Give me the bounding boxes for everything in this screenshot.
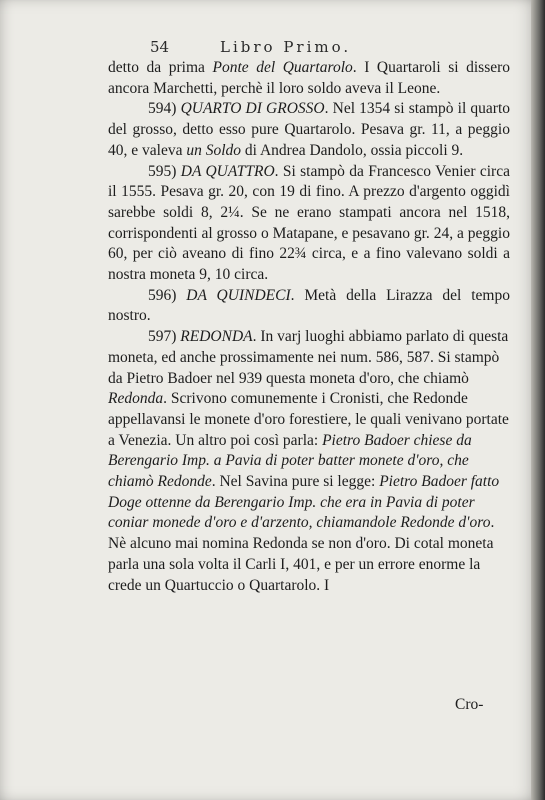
entry-595-da-quattro (108, 162, 510, 286)
text-segment: 594) (148, 100, 181, 118)
italic-text-segment: REDONDA (180, 328, 253, 346)
text-segment: . Nè alcuno mai nomina Redonda se non d'oro. Di cotal moneta parla una sola volta il Carli I, 401, e per un errore enorme la crede un Quartuccio o Quartarolo. I (108, 514, 495, 594)
paragraph-continuation (108, 58, 510, 99)
page-number: 54 (150, 38, 170, 56)
italic-text-segment: DA QUINDECI (186, 286, 291, 304)
text-segment: detto da prima (108, 59, 213, 76)
text-segment: . Si stampò da Francesco Venier circa il 1555. Pesava gr. 20, con 19 di fino. A prezzo d'argento oggidì sarebbe soldi 8, 2¼. Se ne erano stampati ancora nel 1518, corrispondenti al grosso o Matapane, e pesavano gr. 24, a peggio 60, per ciò aveano di fino 22¾ circa, e a fino valevano soldi a nostra moneta 9, 10 circa. (108, 162, 510, 284)
entry-594-quarto-di-grosso (108, 99, 510, 161)
body-text (108, 58, 510, 596)
text-segment: di Andrea Dandolo, ossia piccoli 9. (241, 141, 464, 159)
catchword: Cro- (455, 696, 484, 713)
italic-text-segment: Redonda (108, 390, 164, 408)
text-segment: . Scrivono comunemente i Cronisti, che Redonde appellavansi le monete d'oro forestiere, le quali venivano portate a Venezia. Un altro poi così parla: (108, 390, 509, 449)
italic-text-segment: Ponte del Quartarolo (212, 59, 353, 76)
italic-text-segment: Pietro Badoer chiese da Berengario Imp. a Pavia di poter batter monete d'oro, che chiamò Redonde (108, 431, 472, 491)
text-segment: 595) (148, 162, 181, 180)
text-segment: . Nel Savina pure si legge: (211, 473, 380, 491)
text-segment: . I Quartaroli si dissero ancora Marchetti, perchè il loro soldo aveva il Leone. (108, 59, 511, 97)
page-edge-shadow (531, 0, 545, 800)
italic-text-segment: Pietro Badoer fatto Doge ottenne da Berengario Imp. che era in Pavia di poter coniar monede d'oro e d'arzento, chiamandole Redonde d'oro (108, 473, 500, 532)
italic-text-segment: un Soldo (186, 141, 242, 159)
text-segment: 597) (148, 328, 181, 346)
italic-text-segment: DA QUATTRO (180, 162, 275, 180)
running-title: Libro Primo. (220, 38, 352, 56)
text-segment: . Metà della Lirazza del tempo nostro. (108, 286, 510, 325)
text-segment: 596) (148, 286, 187, 304)
entry-596-da-quindeci (108, 286, 510, 327)
text-segment: . Nel 1354 si stampò il quarto del grosso, detto esso pure Quartarolo. Pesava gr. 11, a peggio 40, e valeva (108, 100, 511, 159)
text-segment: . In varj luoghi abbiamo parlato di questa moneta, ed anche prossimamente nei num. 586, 587. Si stampò da Pietro Badoer nel 939 questa moneta d'oro, che chiamò (108, 328, 509, 387)
page-header (150, 38, 430, 58)
italic-text-segment: QUARTO DI GROSSO (180, 100, 325, 118)
entry-597-redonda (108, 327, 510, 596)
